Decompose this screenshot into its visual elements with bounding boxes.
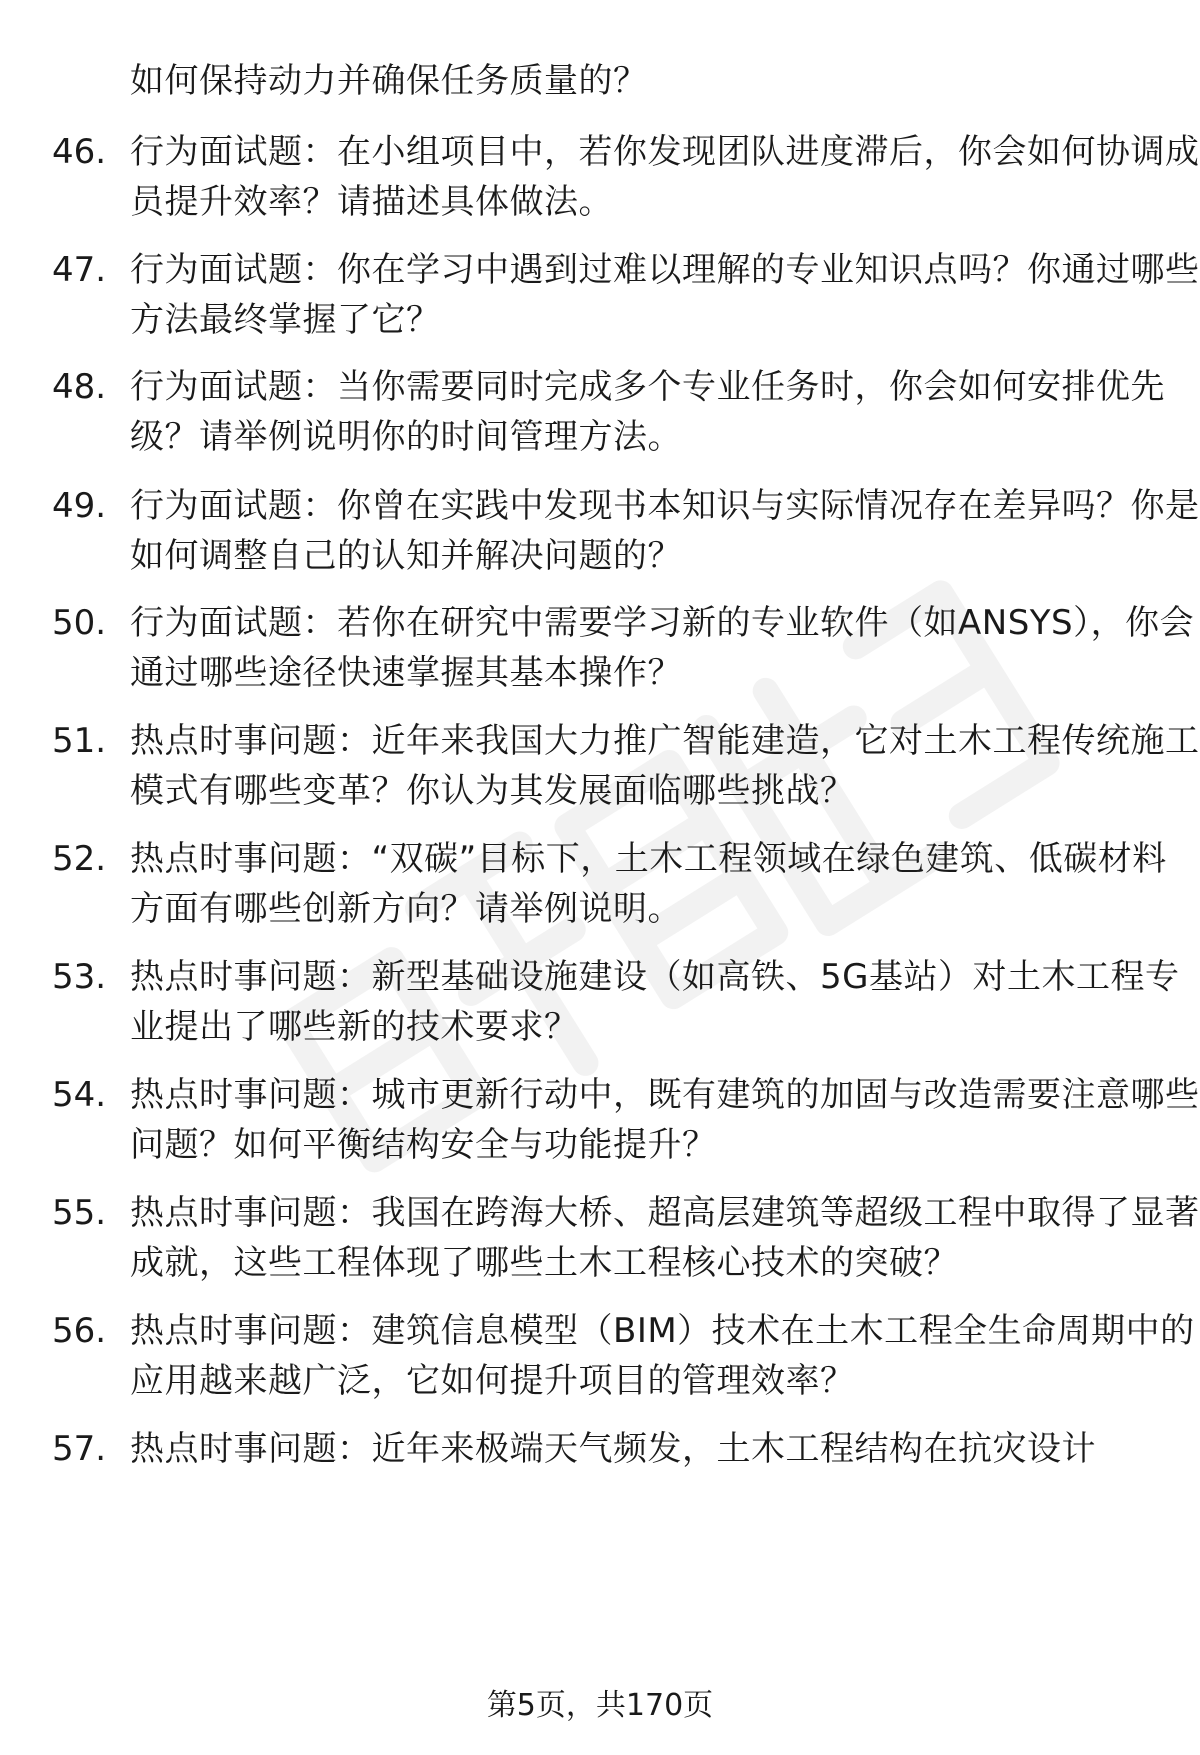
question-text: 行为面试题：当你需要同时完成多个专业任务时，你会如何安排优先级？请举例说明你的时间管理方法。 [130,367,1165,457]
question-text: 热点时事问题：我国在跨海大桥、超高层建筑等超级工程中取得了显著成就，这些工程体现了哪些土木工程核心技术的突破？ [130,1193,1200,1283]
question-text: 热点时事问题：近年来我国大力推广智能建造，它对土木工程传统施工模式有哪些变革？你认为其发展面临哪些挑战？ [130,721,1200,811]
question-number: 55. [52,1193,107,1233]
question-number: 48. [52,367,107,407]
question-number: 51. [52,721,107,761]
question-text: 热点时事问题：城市更新行动中，既有建筑的加固与改造需要注意哪些问题？如何平衡结构安全与功能提升？ [130,1075,1200,1165]
question-text: 行为面试题：你曾在实践中发现书本知识与实际情况存在差异吗？你是如何调整自己的认知并解决问题的？ [130,486,1200,576]
question-text: 热点时事问题：“双碳”目标下，土木工程领域在绿色建筑、低碳材料方面有哪些创新方向？请举例说明。 [130,839,1167,929]
question-number: 57. [52,1429,107,1469]
page-number-footer: 第5页，共170页 [486,1688,714,1723]
question-text: 行为面试题：在小组项目中，若你发现团队进度滞后，你会如何协调成员提升效率？请描述具体做法。 [130,132,1200,222]
question-number: 47. [52,250,107,290]
question-number: 46. [52,132,107,172]
question-number: 52. [52,839,107,879]
question-text: 行为面试题：若你在研究中需要学习新的专业软件（如ANSYS），你会通过哪些途径快速掌握其基本操作？ [130,603,1195,693]
question-number: 49. [52,486,107,526]
question-text: 热点时事问题：新型基础设施建设（如高铁、5G基站）对土木工程专业提出了哪些新的技术要求？ [130,957,1180,1047]
continuation-text: 如何保持动力并确保任务质量的？ [130,61,648,101]
question-text: 热点时事问题：近年来极端天气频发，土木工程结构在抗灾设计 [130,1429,1096,1469]
question-number: 54. [52,1075,107,1115]
question-number: 50. [52,603,107,643]
question-text: 行为面试题：你在学习中遇到过难以理解的专业知识点吗？你通过哪些方法最终掌握了它？ [130,250,1200,340]
question-text: 热点时事问题：建筑信息模型（BIM）技术在土木工程全生命周期中的应用越来越广泛，它如何提升项目的管理效率？ [130,1311,1195,1401]
question-number: 56. [52,1311,107,1351]
question-number: 53. [52,957,107,997]
